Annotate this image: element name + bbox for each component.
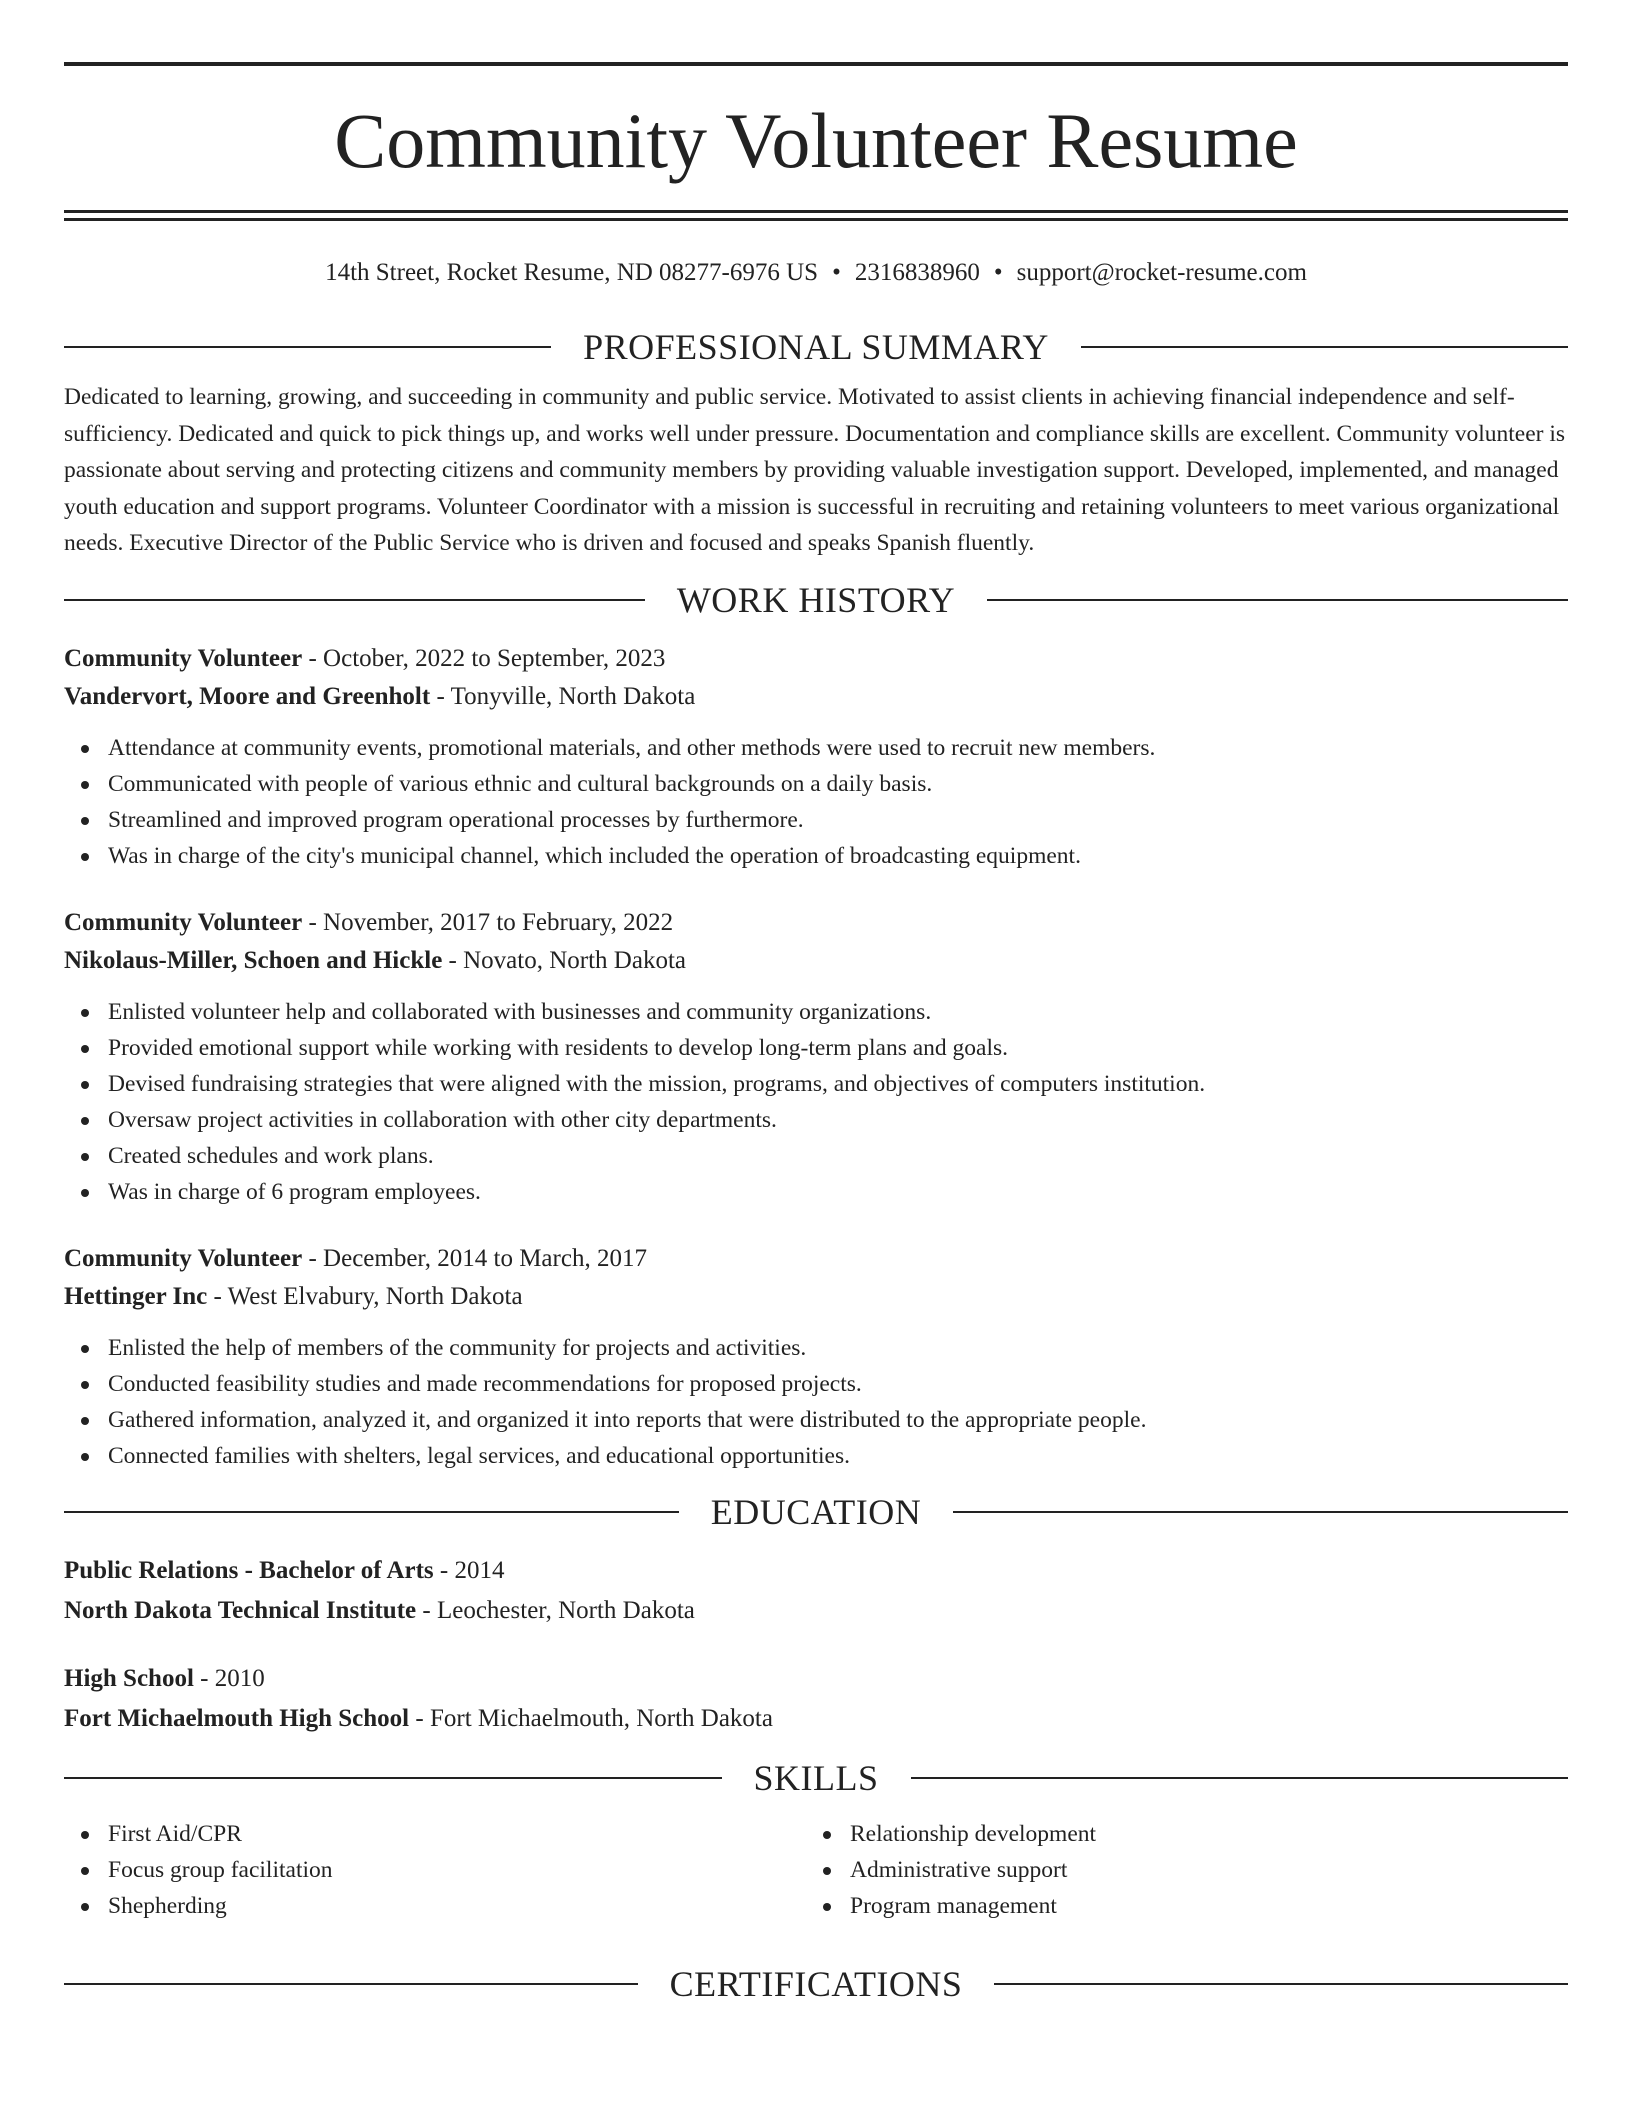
list-item: Enlisted volunteer help and collaborated with businesses and community organizations.	[64, 994, 1568, 1030]
job-location: West Elvabury, North Dakota	[227, 1282, 523, 1310]
degree-name: Public Relations - Bachelor of Arts	[64, 1556, 434, 1584]
summary-text: Dedicated to learning, growing, and succeeding in community and public service. Motivated to assist clients in achieving financial independence and self-sufficiency. Dedicated and quick to pick things up, and works well under pressure. Documentation and compliance skills are excellent. Community volunteer is passionate about serving and protecting citizens and community members by providing valuable investigation support. Developed, implemented, and managed youth education and support programs. Volunteer Coordinator with a mission is successful in recruiting and retaining volunteers to meet various organizational needs. Executive Director of the Public Service who is driven and focused and speaks Spanish fluently.	[64, 384, 1565, 556]
skill-item: Relationship development	[806, 1816, 1548, 1852]
heading-rule	[911, 1777, 1569, 1779]
skills-heading-label: SKILLS	[753, 1757, 879, 1798]
list-item: Streamlined and improved program operational processes by furthermore.	[64, 802, 1568, 838]
education-entry	[64, 1552, 1568, 1630]
degree-year: 2010	[214, 1664, 265, 1692]
skills-list-left	[64, 1816, 806, 1924]
job-company: Hettinger Inc	[64, 1282, 208, 1310]
education-heading	[64, 1490, 1568, 1534]
heading-rule	[64, 346, 551, 348]
contact-line	[64, 255, 1568, 291]
work-entry	[64, 1240, 1568, 1474]
job-title-line	[64, 1240, 1568, 1278]
job-company: Nikolaus-Miller, Schoen and Hickle	[64, 946, 443, 974]
education-heading-label: EDUCATION	[710, 1491, 922, 1532]
heading-rule	[953, 1511, 1568, 1513]
skill-item: Focus group facilitation	[64, 1852, 806, 1888]
job-dates: December, 2014 to March, 2017	[323, 1244, 647, 1272]
dash: -	[415, 1704, 424, 1732]
job-role: Community Volunteer	[64, 1244, 303, 1272]
list-item: Was in charge of the city's municipal channel, which included the operation of broadcasting equipment.	[64, 838, 1568, 874]
summary-heading	[64, 325, 1568, 369]
school-location: Leochester, North Dakota	[436, 1596, 695, 1624]
summary-heading-label: PROFESSIONAL SUMMARY	[583, 327, 1049, 367]
dash: -	[439, 1556, 449, 1584]
school-name: Fort Michaelmouth High School	[64, 1704, 410, 1732]
list-item: Communicated with people of various ethnic and cultural backgrounds on a daily basis.	[64, 766, 1568, 802]
heading-rule	[987, 599, 1568, 601]
heading-rule	[64, 1777, 722, 1779]
degree-line	[64, 1552, 1568, 1590]
list-item: Devised fundraising strategies that were aligned with the mission, programs, and objectives of computers institution.	[64, 1066, 1568, 1102]
heading-rule	[64, 599, 645, 601]
job-title-line	[64, 904, 1568, 942]
work-heading-label: WORK HISTORY	[676, 579, 956, 620]
degree-year: 2014	[454, 1556, 505, 1584]
dash: -	[213, 1282, 222, 1310]
contact-separator: •	[993, 259, 1003, 286]
school-line	[64, 1592, 1568, 1630]
dash: -	[308, 908, 317, 936]
certifications-heading-label: CERTIFICATIONS	[669, 1963, 963, 2004]
job-company-line	[64, 678, 1568, 716]
list-item: Connected families with shelters, legal services, and educational opportunities.	[64, 1438, 1568, 1474]
list-item: Oversaw project activities in collaboration with other city departments.	[64, 1102, 1568, 1138]
list-item: Created schedules and work plans.	[64, 1138, 1568, 1174]
heading-rule	[64, 1511, 679, 1513]
school-name: North Dakota Technical Institute	[64, 1596, 417, 1624]
school-location: Fort Michaelmouth, North Dakota	[429, 1704, 773, 1732]
list-item: Enlisted the help of members of the community for projects and activities.	[64, 1330, 1568, 1366]
skill-item: First Aid/CPR	[64, 1816, 806, 1852]
dash: -	[308, 644, 317, 672]
dash: -	[200, 1664, 209, 1692]
job-bullet-list	[64, 1330, 1568, 1474]
skills-columns	[64, 1816, 1568, 1924]
contact-address: 14th Street, Rocket Resume, ND 08277-6976 US	[325, 259, 819, 286]
job-company-line	[64, 942, 1568, 980]
title-double-rule	[64, 210, 1568, 222]
work-entry	[64, 904, 1568, 1210]
job-dates: November, 2017 to February, 2022	[323, 908, 674, 936]
education-entry	[64, 1660, 1568, 1738]
resume-title: Community Volunteer Resume	[334, 97, 1298, 184]
job-company: Vandervort, Moore and Greenholt	[64, 682, 431, 710]
work-heading	[64, 578, 1568, 622]
list-item: Conducted feasibility studies and made recommendations for proposed projects.	[64, 1366, 1568, 1402]
contact-phone[interactable]: 2316838960	[854, 259, 980, 286]
work-entry	[64, 640, 1568, 874]
dash: -	[308, 1244, 317, 1272]
dash: -	[448, 946, 457, 974]
dash: -	[422, 1596, 431, 1624]
job-location: Tonyville, North Dakota	[450, 682, 696, 710]
resume-page	[64, 62, 1568, 2006]
degree-name: High School	[64, 1664, 194, 1692]
heading-rule	[1081, 346, 1568, 348]
heading-rule	[994, 1983, 1568, 1985]
heading-rule	[64, 1983, 638, 1985]
list-item: Provided emotional support while working with residents to develop long-term plans and goals.	[64, 1030, 1568, 1066]
skills-list-right	[806, 1816, 1548, 1924]
list-item: Attendance at community events, promotional materials, and other methods were used to recruit new members.	[64, 730, 1568, 766]
contact-email[interactable]: support@rocket-resume.com	[1016, 259, 1307, 286]
job-company-line	[64, 1278, 1568, 1316]
job-bullet-list	[64, 994, 1568, 1210]
top-rule	[64, 62, 1568, 66]
certifications-heading	[64, 1962, 1568, 2006]
job-title-line	[64, 640, 1568, 678]
degree-line	[64, 1660, 1568, 1698]
job-location: Novato, North Dakota	[463, 946, 686, 974]
job-bullet-list	[64, 730, 1568, 874]
skill-item: Shepherding	[64, 1888, 806, 1924]
skill-item: Program management	[806, 1888, 1548, 1924]
job-role: Community Volunteer	[64, 644, 303, 672]
job-role: Community Volunteer	[64, 908, 303, 936]
list-item: Was in charge of 6 program employees.	[64, 1174, 1568, 1210]
contact-separator: •	[832, 259, 841, 286]
school-line	[64, 1700, 1568, 1738]
job-dates: October, 2022 to September, 2023	[323, 644, 666, 672]
list-item: Gathered information, analyzed it, and organized it into reports that were distributed to the appropriate people.	[64, 1402, 1568, 1438]
dash: -	[436, 682, 445, 710]
skills-heading	[64, 1756, 1568, 1800]
skill-item: Administrative support	[806, 1852, 1548, 1888]
